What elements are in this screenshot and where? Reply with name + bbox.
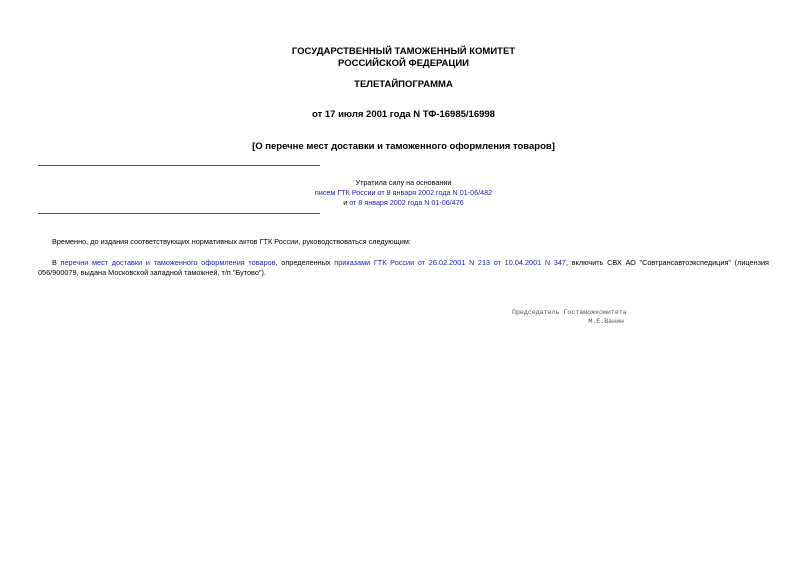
document-title: [О перечне мест доставки и таможенного оформления товаров] (252, 141, 555, 152)
status-link-2[interactable]: от 8 января 2002 года N 01-06/476 (349, 198, 464, 207)
document-type: ТЕЛЕТАЙПОГРАММА (354, 79, 453, 90)
status-link-line (0, 188, 807, 198)
issuer-line-1: ГОСУДАРСТВЕННЫЙ ТАМОЖЕННЫЙ КОМИТЕТ (291, 46, 516, 57)
para2-rest: , включить СВХ АО "Совтрансавтоэкспедиция" (лицензия 056/900079, выдана Московской западной таможней, т/п "Бутово"). (38, 258, 769, 277)
issuer-line-2: РОССИЙСКОЙ ФЕДЕРАЦИИ (337, 58, 469, 69)
status-link-1[interactable]: писем ГТК России от 8 января 2002 года N 01-06/482 (314, 188, 493, 197)
signature-position: Председатель Гостаможкомитета (512, 309, 627, 316)
link-delivery-places-list[interactable]: перечни мест доставки и таможенного оформления товаров (60, 258, 276, 267)
body-paragraph-1: Временно, до издания соответствующих нормативных актов ГТК России, руководствоваться следующим: (52, 237, 411, 246)
signature-name: М.Е.Ванин (588, 318, 624, 325)
status-line3-prefix: и (343, 198, 350, 207)
bottom-divider (38, 213, 320, 214)
body-paragraph-2 (38, 258, 769, 278)
status-note: Утратила силу на основании (355, 178, 452, 187)
status-link-line-2 (0, 198, 807, 208)
para2-mid1: , определенных (275, 258, 335, 267)
link-order-213[interactable]: приказами ГТК России от 26.02.2001 N 213 (334, 258, 491, 267)
document-date-number: от 17 июля 2001 года N ТФ-16985/16998 (312, 109, 495, 120)
para2-prefix: В (52, 258, 61, 267)
top-divider (38, 165, 320, 166)
link-order-347[interactable]: от 10.04.2001 N 347 (493, 258, 566, 267)
